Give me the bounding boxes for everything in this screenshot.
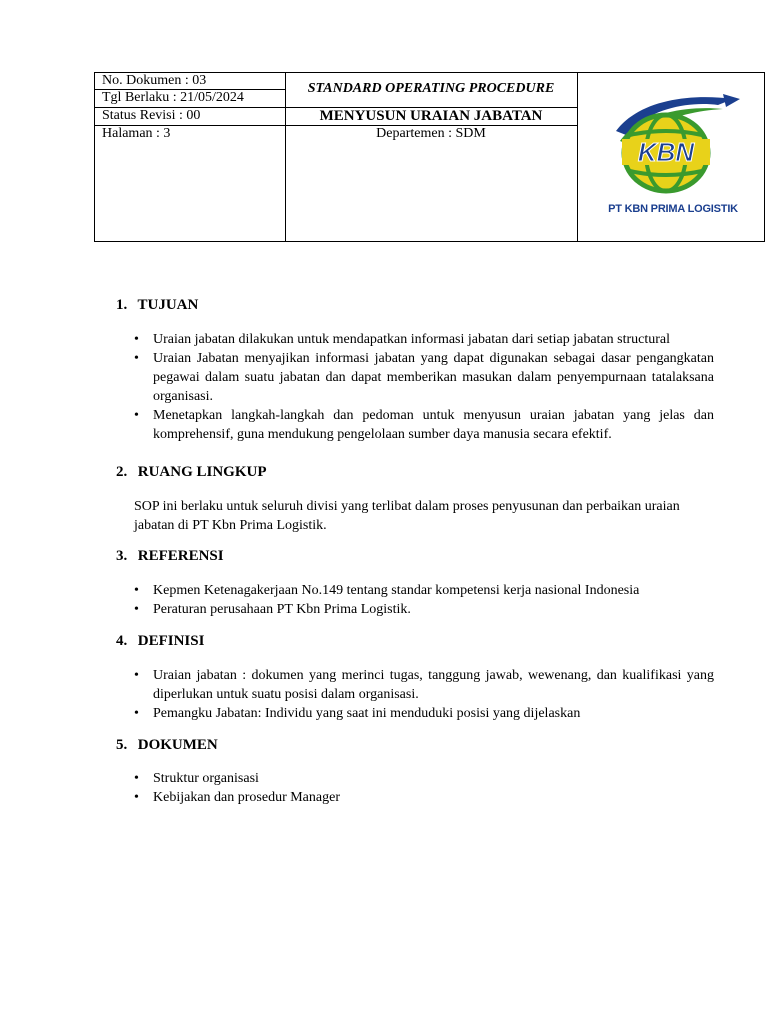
section-number: 5. bbox=[116, 737, 128, 753]
sop-title: STANDARD OPERATING PROCEDURE bbox=[285, 73, 577, 108]
list-item: • Kebijakan dan prosedur Manager bbox=[134, 790, 340, 805]
section-title-tujuan bbox=[116, 296, 198, 314]
list-item: • Struktur organisasi bbox=[134, 771, 259, 786]
header-title-column bbox=[285, 73, 578, 241]
header-logo-column bbox=[578, 73, 764, 241]
section-number: 2. bbox=[116, 464, 128, 480]
kbn-globe-icon bbox=[598, 91, 748, 201]
section-number: 3. bbox=[116, 548, 128, 564]
list-item: • Uraian jabatan : dokumen yang merinci tugas, tanggung jawab, wewenang, dan kualifikasi yang diperlukan untuk suatu posisi dalam organisasi. bbox=[134, 668, 714, 702]
definisi-list bbox=[134, 666, 714, 723]
logo-company-name: PT KBN PRIMA LOGISTIK bbox=[608, 203, 738, 215]
list-item: • Kepmen Ketenagakerjaan No.149 tentang standar kompetensi kerja nasional Indonesia bbox=[134, 583, 640, 598]
section-title-text: TUJUAN bbox=[137, 297, 199, 313]
list-item: • Pemangku Jabatan: Individu yang saat ini menduduki posisi yang dijelaskan bbox=[134, 706, 581, 721]
section-number: 1. bbox=[116, 297, 128, 313]
section-title-definisi bbox=[116, 632, 204, 650]
list-item: • Menetapkan langkah-langkah dan pedoman untuk menyusun uraian jabatan yang jelas dan komprehensif, guna mendukung pengelolaan sumber daya manusia secara efektif. bbox=[134, 408, 714, 442]
no-dokumen: No. Dokumen : 03 bbox=[95, 73, 285, 90]
section-title-text: DOKUMEN bbox=[137, 737, 218, 753]
referensi-list bbox=[134, 581, 714, 619]
section-title-text: REFERENSI bbox=[137, 548, 224, 564]
svg-text:KBN: KBN bbox=[637, 137, 695, 167]
list-item: • Peraturan perusahaan PT Kbn Prima Logistik. bbox=[134, 602, 411, 617]
section-title-text: RUANG LINGKUP bbox=[137, 464, 267, 480]
list-item: • Uraian Jabatan menyajikan informasi jabatan yang dapat digunakan sebagai dasar pengangkatan pegawai dalam suatu jabatan dan dapat memberikan masukan dalam penyempurnaan tatalaksana organisasi. bbox=[134, 351, 714, 404]
ruang-lingkup-paragraph: SOP ini berlaku untuk seluruh divisi yang terlibat dalam proses penyusunan dan perbaikan uraian jabatan di PT Kbn Prima Logistik. bbox=[134, 499, 680, 533]
company-logo bbox=[598, 91, 748, 231]
list-item: • Uraian jabatan dilakukan untuk mendapatkan informasi jabatan dari setiap jabatan structural bbox=[134, 332, 671, 347]
section-number: 4. bbox=[116, 633, 128, 649]
tujuan-list bbox=[134, 330, 714, 444]
tgl-berlaku: Tgl Berlaku : 21/05/2024 bbox=[95, 90, 285, 108]
doc-title: MENYUSUN URAIAN JABATAN bbox=[285, 108, 577, 126]
header-meta-column bbox=[95, 73, 286, 241]
header-table bbox=[94, 72, 765, 242]
section-title-text: DEFINISI bbox=[137, 633, 205, 649]
dokumen-list bbox=[134, 769, 714, 807]
section-title-dokumen bbox=[116, 736, 218, 754]
section-title-referensi bbox=[116, 547, 224, 565]
halaman: Halaman : 3 bbox=[102, 126, 171, 141]
status-revisi: Status Revisi : 00 bbox=[95, 108, 285, 126]
section-title-ruang-lingkup bbox=[116, 463, 267, 481]
departemen: Departemen : SDM bbox=[376, 126, 486, 141]
